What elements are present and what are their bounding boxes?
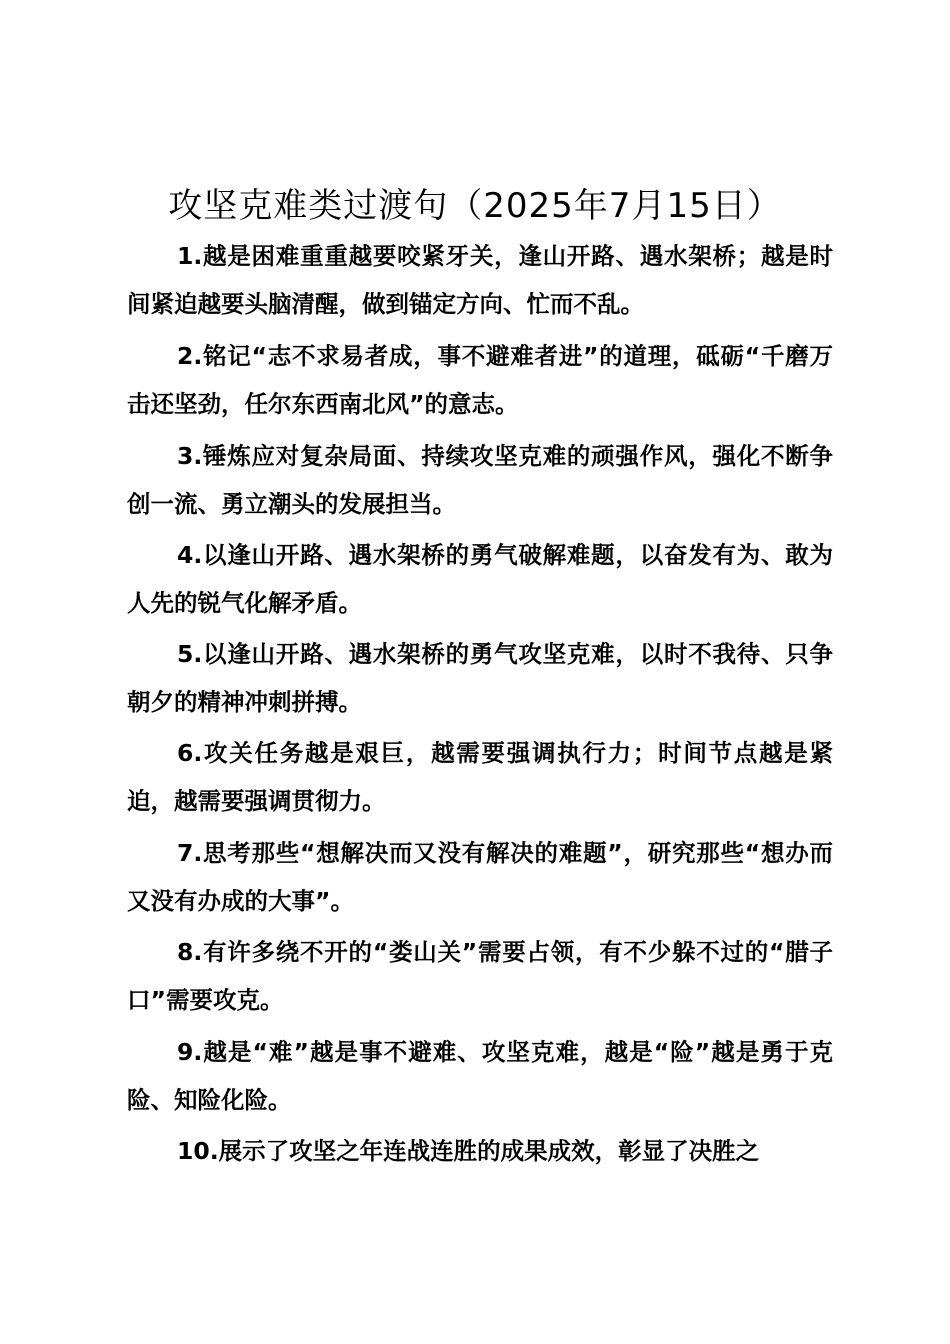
paragraph-2: 2.铭记“志不求易者成，事不避难者进”的道理，砥砺“千磨万击还坚劲，任尔东西南北风”的意志。 <box>127 342 833 418</box>
paragraph-6: 6.攻关任务越是艰巨，越需要强调执行力；时间节点越是紧迫，越需要强调贯彻力。 <box>127 739 833 815</box>
paragraph-10: 10.展示了攻坚之年连战连胜的成果成效，彰显了决胜之 <box>177 1137 760 1165</box>
paragraph-3: 3.锤炼应对复杂局面、持续攻坚克难的顽强作风，强化不断争创一流、勇立潮头的发展担当。 <box>127 442 833 518</box>
paragraph-9: 9.越是“难”越是事不避难、攻坚克难，越是“险”越是勇于克险、知险化险。 <box>127 1038 833 1114</box>
paragraph-1: 1.越是困难重重越要咬紧牙关，逢山开路、遇水架桥；越是时间紧迫越要头脑清醒，做到锚定方向、忙而不乱。 <box>127 242 833 318</box>
paragraph-4: 4.以逢山开路、遇水架桥的勇气破解难题，以奋发有为、敢为人先的锐气化解矛盾。 <box>127 541 833 617</box>
paragraph-7: 7.思考那些“想解决而又没有解决的难题”，研究那些“想办而又没有办成的大事”。 <box>127 839 833 915</box>
paragraph-8: 8.有许多绕不开的“娄山关”需要占领，有不少躲不过的“腊子口”需要攻克。 <box>127 938 833 1014</box>
paragraph-5: 5.以逢山开路、遇水架桥的勇气攻坚克难，以时不我待、只争朝夕的精神冲刺拼搏。 <box>127 640 833 716</box>
document-title: 攻坚克难类过渡句（2025年7月15日） <box>168 186 782 226</box>
